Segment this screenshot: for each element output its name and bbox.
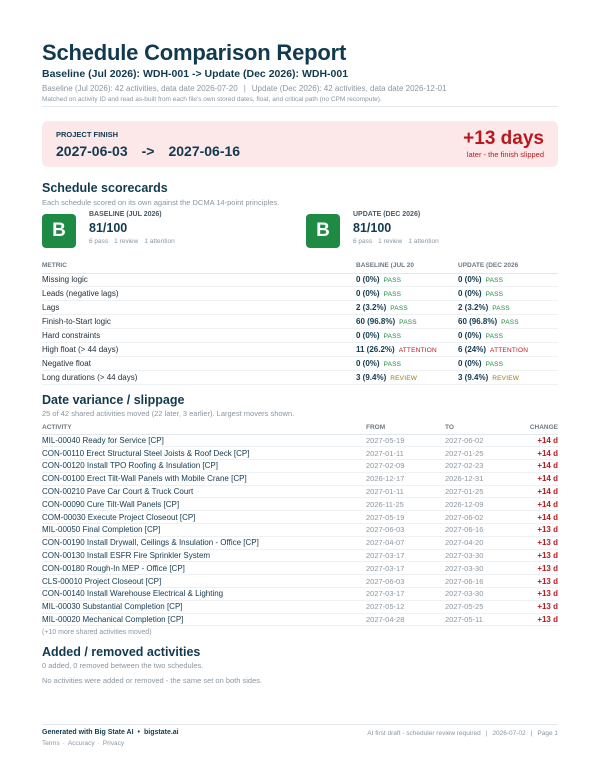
baseline-scorecard-label: BASELINE (JUL 2026) — [89, 211, 162, 218]
from-column-header: FROM — [366, 421, 445, 434]
metric-name: High float (> 44 days) — [42, 342, 356, 356]
activity-name: CON-00090 Cure Tilt-Wall Panels [CP] — [42, 498, 366, 511]
from-date: 2027-03-17 — [366, 588, 445, 601]
status-badge: PASS — [390, 305, 408, 313]
table-row — [42, 549, 558, 562]
table-row — [42, 485, 558, 498]
status-badge: PASS — [399, 319, 417, 327]
status-badge: PASS — [383, 360, 402, 368]
variance-heading: Date variance / slippage — [42, 393, 185, 407]
update-metric-cell — [458, 370, 558, 384]
from-date: 2027-06-03 — [366, 524, 445, 537]
metric-value: 11 (26.2%) — [356, 344, 395, 354]
change-value: +14 d — [518, 447, 558, 460]
activity-name: MIL-00020 Mechanical Completion [CP] — [42, 613, 366, 626]
to-date: 2027-04-20 — [445, 536, 518, 549]
footer-sep: | — [485, 730, 488, 737]
update-review-count: 1 review — [378, 238, 403, 245]
metric-value: 60 (96.8%) — [356, 317, 396, 327]
metric-name: Long durations (> 44 days) — [42, 370, 356, 384]
change-column-header: CHANGE — [518, 421, 558, 434]
terms-link[interactable]: Terms — [42, 740, 60, 747]
metric-row — [42, 301, 558, 315]
update-grade-badge: B — [306, 214, 340, 248]
baseline-metric-cell — [356, 356, 458, 370]
metric-name: Leads (negative lags) — [42, 287, 356, 301]
metric-name: Hard constraints — [42, 329, 356, 343]
metric-row — [42, 342, 558, 356]
schedule-meta — [42, 84, 447, 93]
site-link[interactable]: bigstate.ai — [144, 729, 179, 736]
update-pass-count: 6 pass — [353, 238, 373, 245]
status-badge: REVIEW — [390, 374, 418, 382]
metric-value: 0 (0%) — [458, 289, 482, 299]
baseline-metric-cell — [356, 342, 458, 356]
update-attention-count: 1 attention — [408, 238, 439, 245]
metric-value: 0 (0%) — [356, 289, 380, 299]
to-date: 2026-12-31 — [445, 472, 518, 485]
finish-dates — [56, 143, 240, 159]
status-badge: PASS — [485, 277, 504, 285]
change-value: +14 d — [518, 498, 558, 511]
status-badge: PASS — [501, 319, 519, 327]
from-date: 2026-12-17 — [366, 472, 445, 485]
update-scorecard-label: UPDATE (DEC 2026) — [353, 211, 421, 218]
status-badge: ATTENTION — [490, 346, 529, 354]
activity-name: CON-00100 Erect Tilt-Wall Panels with Mobile Crane [CP] — [42, 472, 366, 485]
activity-name: CON-00180 Rough-In MEP - Office [CP] — [42, 562, 366, 575]
report-date: 2026-07-02 — [492, 730, 526, 737]
privacy-link[interactable]: Privacy — [102, 740, 125, 747]
to-date: 2027-06-02 — [445, 511, 518, 524]
activity-name: CON-00110 Erect Structural Steel Joists & Roof Deck [CP] — [42, 447, 366, 460]
from-date: 2027-01-11 — [366, 447, 445, 460]
project-finish-panel — [42, 121, 558, 167]
to-date: 2027-06-16 — [445, 575, 518, 588]
metric-name: Missing logic — [42, 273, 356, 287]
variance-header-row — [42, 421, 558, 434]
finish-from-date: 2027-06-03 — [56, 143, 128, 159]
table-row — [42, 472, 558, 485]
update-metric-cell — [458, 342, 558, 356]
added-removed-detail: No activities were added or removed - the same set on both sides. — [42, 676, 263, 685]
table-row — [42, 588, 558, 601]
metric-value: 0 (0%) — [356, 331, 380, 340]
update-metric-cell — [458, 273, 558, 287]
from-date: 2027-05-12 — [366, 600, 445, 613]
status-badge: PASS — [492, 305, 510, 313]
metrics-header-row — [42, 259, 558, 273]
accuracy-link[interactable]: Accuracy — [67, 740, 95, 747]
to-date: 2027-05-25 — [445, 600, 518, 613]
status-badge: PASS — [383, 291, 402, 299]
update-metric-cell — [458, 287, 558, 301]
table-row — [42, 460, 558, 473]
baseline-metric-cell — [356, 273, 458, 287]
metric-value: 0 (0%) — [458, 358, 482, 368]
update-metric-cell — [458, 301, 558, 315]
metric-row — [42, 329, 558, 343]
to-date: 2027-05-11 — [445, 613, 518, 626]
status-badge: PASS — [485, 360, 504, 368]
to-date: 2027-06-02 — [445, 434, 518, 447]
change-value: +13 d — [518, 549, 558, 562]
table-row — [42, 434, 558, 447]
baseline-meta: Baseline (Jul 2026): 42 activities, data date 2026-07-20 — [42, 84, 238, 93]
baseline-metric-cell — [356, 301, 458, 315]
metric-value: 0 (0%) — [458, 331, 482, 340]
change-value: +13 d — [518, 524, 558, 537]
status-badge: PASS — [485, 333, 504, 340]
baseline-score-breakdown — [89, 238, 181, 245]
metric-value: 2 (3.2%) — [356, 303, 387, 313]
table-row — [42, 511, 558, 524]
update-score: 81/100 — [353, 221, 392, 235]
footer-right — [367, 730, 558, 737]
baseline-column-header: BASELINE (JUL 20 — [356, 259, 458, 273]
table-row — [42, 447, 558, 460]
method-note: Matched on activity ID and read as-built from each file's own stored dates, float, and critical path (no CPM recompute). — [42, 96, 382, 103]
change-value: +14 d — [518, 472, 558, 485]
change-value: +13 d — [518, 562, 558, 575]
activity-name: COM-00030 Execute Project Closeout [CP] — [42, 511, 366, 524]
baseline-review-count: 1 review — [114, 238, 139, 245]
to-date: 2027-02-23 — [445, 460, 518, 473]
metric-name: Lags — [42, 301, 356, 315]
footer-sep: | — [530, 730, 533, 737]
update-metric-cell — [458, 315, 558, 329]
baseline-metric-cell — [356, 315, 458, 329]
activity-name: MIL-00030 Substantial Completion [CP] — [42, 600, 366, 613]
metric-row — [42, 315, 558, 329]
metric-value: 3 (9.4%) — [458, 372, 489, 382]
report-subtitle: Baseline (Jul 2026): WDH-001 -> Update (Dec 2026): WDH-001 — [42, 68, 349, 80]
to-date: 2026-12-09 — [445, 498, 518, 511]
update-meta: Update (Dec 2026): 42 activities, data date 2026-12-01 — [251, 84, 447, 93]
footer-links — [42, 740, 124, 747]
update-column-header: UPDATE (DEC 2026 — [458, 259, 558, 273]
from-date: 2027-01-11 — [366, 485, 445, 498]
from-date: 2027-05-19 — [366, 511, 445, 524]
change-value: +14 d — [518, 485, 558, 498]
more-activities-note: (+10 more shared activities moved) — [42, 629, 152, 636]
status-badge: ATTENTION — [398, 346, 437, 354]
status-badge: PASS — [485, 291, 504, 299]
change-value: +14 d — [518, 460, 558, 473]
activity-name: MIL-00040 Ready for Service [CP] — [42, 434, 366, 447]
activity-name: CON-00130 Install ESFR Fire Sprinkler System — [42, 549, 366, 562]
scorecards-description: Each schedule scored on its own against the DCMA 14-point principles. — [42, 198, 280, 207]
metrics-table — [42, 259, 558, 385]
metric-name: Finish-to-Start logic — [42, 315, 356, 329]
footer-divider — [42, 724, 558, 725]
metric-name: Negative float — [42, 356, 356, 370]
baseline-attention-count: 1 attention — [144, 238, 175, 245]
change-value: +13 d — [518, 588, 558, 601]
draft-note: AI first draft - scheduler review required — [367, 730, 481, 737]
scorecards-heading: Schedule scorecards — [42, 181, 168, 195]
baseline-scorecard — [42, 211, 282, 249]
to-date: 2027-03-30 — [445, 562, 518, 575]
baseline-metric-cell — [356, 370, 458, 384]
change-value: +13 d — [518, 536, 558, 549]
from-date: 2027-04-28 — [366, 613, 445, 626]
to-date: 2027-03-30 — [445, 549, 518, 562]
activity-name: CLS-00010 Project Closeout [CP] — [42, 575, 366, 588]
update-scorecard — [306, 211, 546, 249]
activity-name: CON-00190 Install Drywall, Ceilings & Insulation - Office [CP] — [42, 536, 366, 549]
status-badge: PASS — [383, 333, 402, 340]
variance-description: 25 of 42 shared activities moved (22 later, 3 earlier). Largest movers shown. — [42, 409, 295, 418]
to-date: 2027-01-25 — [445, 447, 518, 460]
to-column-header: TO — [445, 421, 518, 434]
to-date: 2027-01-25 — [445, 485, 518, 498]
page-title: Schedule Comparison Report — [42, 40, 347, 65]
footer-dot: • — [137, 729, 140, 736]
from-date: 2027-03-17 — [366, 549, 445, 562]
activity-name: CON-00120 Install TPO Roofing & Insulation [CP] — [42, 460, 366, 473]
change-value: +14 d — [518, 434, 558, 447]
from-date: 2027-03-17 — [366, 562, 445, 575]
change-value: +13 d — [518, 600, 558, 613]
metric-value: 3 (9.4%) — [356, 372, 387, 382]
activity-name: CON-00210 Pave Car Court & Truck Court — [42, 485, 366, 498]
finish-label: PROJECT FINISH — [56, 130, 119, 139]
metric-value: 0 (0%) — [356, 275, 380, 285]
table-row — [42, 498, 558, 511]
metric-row — [42, 370, 558, 384]
added-removed-heading: Added / removed activities — [42, 645, 201, 659]
baseline-score: 81/100 — [89, 221, 128, 235]
metric-value: 6 (24%) — [458, 344, 487, 354]
table-row — [42, 613, 558, 626]
from-date: 2026-11-25 — [366, 498, 445, 511]
metric-value: 0 (0%) — [356, 358, 380, 368]
table-row — [42, 562, 558, 575]
activity-name: MIL-00050 Final Completion [CP] — [42, 524, 366, 537]
generated-by-text: Generated with Big State AI — [42, 729, 134, 736]
variance-table — [42, 421, 558, 626]
meta-separator: | — [243, 84, 246, 93]
metric-row — [42, 287, 558, 301]
table-row — [42, 536, 558, 549]
metric-value: 60 (96.8%) — [458, 317, 498, 327]
activity-name: CON-00140 Install Warehouse Electrical & Lighting — [42, 588, 366, 601]
change-value: +14 d — [518, 511, 558, 524]
table-row — [42, 524, 558, 537]
baseline-metric-cell — [356, 329, 458, 343]
metric-value: 0 (0%) — [458, 275, 482, 285]
to-date: 2027-03-30 — [445, 588, 518, 601]
metric-column-header: METRIC — [42, 259, 356, 273]
status-badge: PASS — [383, 277, 402, 285]
finish-to-date: 2027-06-16 — [168, 143, 241, 159]
from-date: 2027-05-19 — [366, 434, 445, 447]
from-date: 2027-06-03 — [366, 575, 445, 588]
to-date: 2027-06-16 — [445, 524, 518, 537]
footer-link-sep: · — [97, 740, 100, 747]
status-badge: REVIEW — [492, 374, 520, 382]
update-metric-cell — [458, 356, 558, 370]
update-metric-cell — [458, 329, 558, 343]
baseline-grade-badge: B — [42, 214, 76, 248]
change-value: +13 d — [518, 575, 558, 588]
baseline-pass-count: 6 pass — [89, 238, 109, 245]
baseline-metric-cell — [356, 287, 458, 301]
update-score-breakdown — [353, 238, 445, 245]
header-divider — [42, 106, 558, 107]
finish-arrow: -> — [141, 143, 155, 159]
from-date: 2027-02-09 — [366, 460, 445, 473]
table-row — [42, 600, 558, 613]
metric-row — [42, 273, 558, 287]
added-removed-summary: 0 added, 0 removed between the two schedules. — [42, 661, 204, 670]
metric-row — [42, 356, 558, 370]
footer-link-sep: · — [62, 740, 65, 747]
metric-value: 2 (3.2%) — [458, 303, 489, 313]
footer-generated — [42, 729, 179, 736]
table-row — [42, 575, 558, 588]
page-number: Page 1 — [537, 730, 558, 737]
finish-delta: +13 days — [463, 128, 544, 149]
change-value: +13 d — [518, 613, 558, 626]
from-date: 2027-04-07 — [366, 536, 445, 549]
activity-column-header: ACTIVITY — [42, 421, 366, 434]
finish-delta-note: later - the finish slipped — [466, 150, 544, 159]
